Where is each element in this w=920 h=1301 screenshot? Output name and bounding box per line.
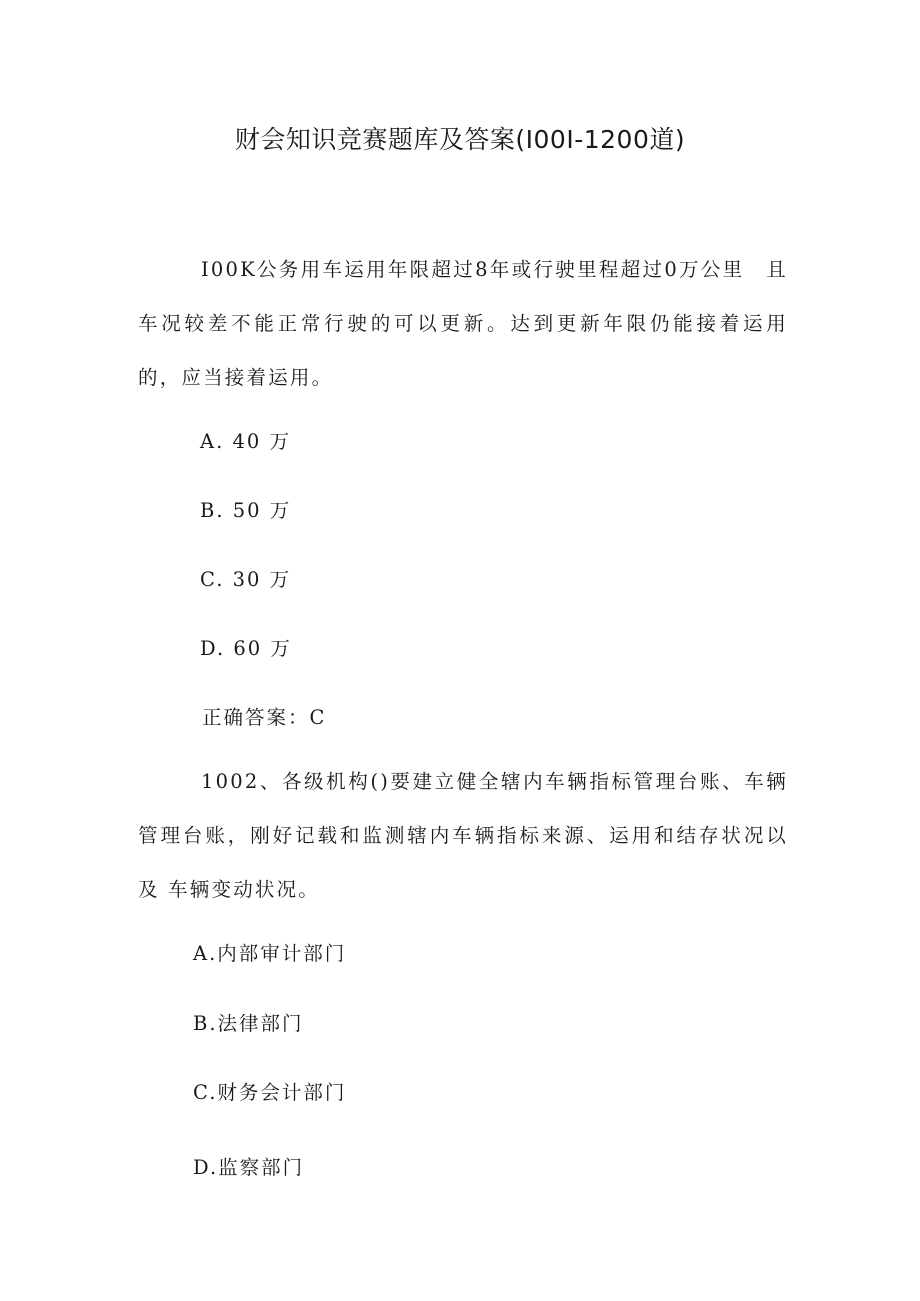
question-text: 1002、各级机构()要建立健全辖内车辆指标管理台账、车辆 管理台账，刚好记载和监测辖内车辆指标来源、运用和结存状况以及 车辆变动状况。 — [138, 770, 788, 901]
option-b: B. 50 万 — [200, 499, 292, 522]
document-title: 财会知识竞赛题库及答案(I00I-1200道) — [234, 125, 686, 154]
option-c: C. 30 万 — [200, 568, 292, 591]
option-c: C.财务会计部门 — [193, 1081, 347, 1104]
option-a: A. 40 万 — [200, 430, 291, 453]
correct-answer: 正确答案：C — [202, 706, 327, 729]
option-b: B.法律部门 — [193, 1012, 304, 1035]
option-d: D. 60 万 — [200, 637, 292, 660]
option-d: D.监察部门 — [193, 1156, 305, 1179]
option-a: A.内部审计部门 — [193, 942, 347, 965]
question-text: I00K公务用车运用年限超过8年或行驶里程超过0万公里 且车况较差不能正常行驶的可以更新。达到更新年限仍能接着运用的，应当接着运用。 — [138, 258, 788, 389]
